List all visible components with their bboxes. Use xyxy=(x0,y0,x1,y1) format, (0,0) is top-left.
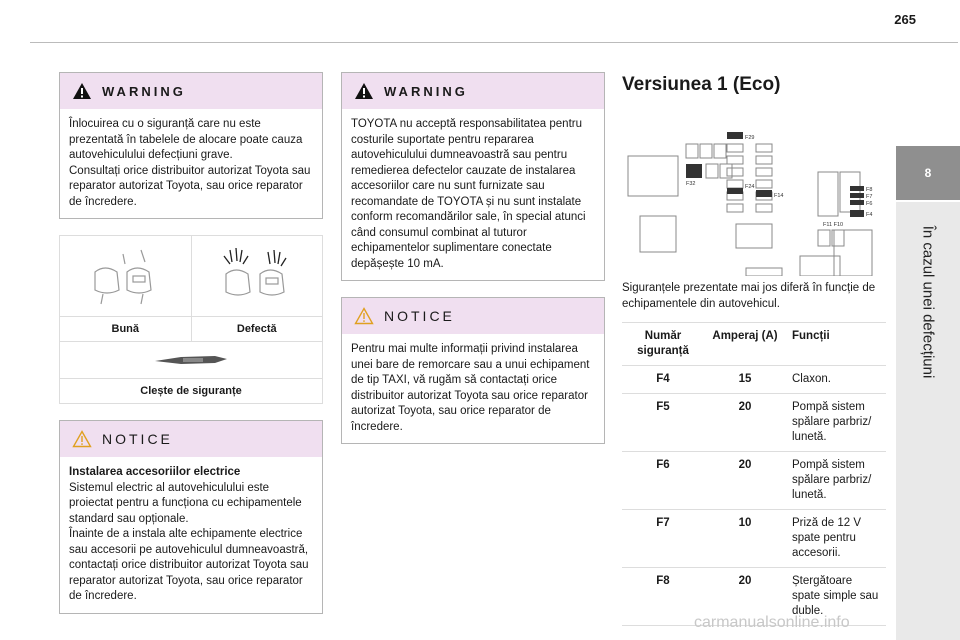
notice-text: Sistemul electric al autovehiculului este proiectat pentru a funcționa cu echipamentele standard sau opționale. Înainte de a instala alte echipamente electrice sau accesorii pe autovehiculul dumneavoastră, contactați orice distribuitor autorizat Toyota sau reparator autorizat Toyota, sau orice reparator de încredere. xyxy=(69,481,309,602)
notice-triangle-icon xyxy=(354,307,374,325)
fuse-good-caption: Bună xyxy=(111,323,139,335)
warning-box-responsibility xyxy=(341,72,605,281)
notice-box-towbar xyxy=(341,297,605,444)
fuse-function-cell: Ștergătoare spate simple sau duble. xyxy=(786,568,886,626)
notice-subtitle: Instalarea accesoriilor electrice xyxy=(69,466,241,478)
fuse-function-cell: Pompă sistem spălare parbriz/ lunetă. xyxy=(786,452,886,510)
fuse-number-cell: F7 xyxy=(622,510,704,568)
fuse-number-cell: F8 xyxy=(622,568,704,626)
header-rule xyxy=(30,42,958,43)
notice-box-accessories xyxy=(59,420,323,614)
watermark: carmanualsonline.info xyxy=(694,614,850,631)
fuse-amperage-cell: 15 xyxy=(704,366,786,394)
table-row xyxy=(622,510,886,568)
fuse-function-cell: Claxon. xyxy=(786,366,886,394)
diagram-label-f8: F8 xyxy=(866,187,873,193)
diagram-label-f24: F24 xyxy=(745,184,755,190)
diagram-label-f14: F14 xyxy=(774,193,784,199)
notice-triangle-icon xyxy=(72,430,92,448)
column-right xyxy=(622,72,886,626)
section-title: Versiunea 1 (Eco) xyxy=(622,74,781,95)
warning-triangle-icon xyxy=(354,82,374,100)
page-number: 265 xyxy=(894,12,916,27)
fuse-table xyxy=(622,322,886,626)
diagram-label-f29: F29 xyxy=(745,135,755,141)
fuse-function-cell: Priză de 12 V spate pentru accesorii. xyxy=(786,510,886,568)
notice-header xyxy=(60,421,322,457)
fuse-amperage-cell: 10 xyxy=(704,510,786,568)
fuse-number-cell: F5 xyxy=(622,394,704,452)
column-left xyxy=(59,72,323,630)
diagram-label-f6: F6 xyxy=(866,201,873,207)
warning-box-replacement xyxy=(59,72,323,219)
fuse-function-cell: Pompă sistem spălare parbriz/ lunetă. xyxy=(786,394,886,452)
fuse-amperage-cell: 20 xyxy=(704,452,786,510)
warning-header xyxy=(342,73,604,109)
diagram-label-f4: F4 xyxy=(866,212,873,218)
fuse-amperage-cell: 20 xyxy=(704,568,786,626)
table-header-row xyxy=(622,323,886,366)
notice-label: NOTICE xyxy=(384,308,455,324)
notice-label: NOTICE xyxy=(102,431,173,447)
chapter-tab-title[interactable]: În cazul unei defecțiuni xyxy=(919,225,937,379)
column-header-functions: Funcții xyxy=(786,323,886,366)
warning-text: TOYOTA nu acceptă responsabilitatea pentru costurile suportate pentru repararea autovehiculului dumneavoastră sau pentru remedierea defectelor cauzate de instalarea accesoriilor care nu sunt furnizate sau recomandate de TOYOTA și nu sunt instalate conform recomandărilor sale, în special atunci când consumul combinat al tuturor echipamentelor suplimentare conectate depășește 10 mA. xyxy=(351,118,586,270)
fuse-bad-caption: Defectă xyxy=(191,317,323,341)
fuse-pliers-icon xyxy=(151,351,231,369)
notice-header xyxy=(342,298,604,334)
warning-triangle-icon xyxy=(72,82,92,100)
warning-text: Înlocuirea cu o siguranță care nu este prezentată în tabelele de alocare poate cauza autovehiculului defecțiuni grave. Consultați orice distribuitor autorizat Toyota sau reparator autorizat Toyota, sau orice reparator de încredere. xyxy=(69,118,311,208)
fuse-bad-illustration xyxy=(191,236,323,316)
column-header-amperage: Amperaj (A) xyxy=(704,323,786,366)
column-header-number: Număr siguranță xyxy=(622,323,704,366)
chapter-tab-number[interactable]: 8 xyxy=(896,146,960,200)
warning-header xyxy=(60,73,322,109)
column-middle xyxy=(341,72,605,460)
fuse-figure xyxy=(59,235,323,404)
table-row xyxy=(622,452,886,510)
fuse-blown-icon xyxy=(212,244,302,308)
fuse-number-cell: F4 xyxy=(622,366,704,394)
fuse-good-icon xyxy=(83,244,167,308)
table-row xyxy=(622,394,886,452)
warning-label: WARNING xyxy=(102,83,186,99)
notice-text: Pentru mai multe informații privind instalarea unei bare de remorcare sau a unui echipament de tip TAXI, vă rugăm să contactați orice distribuitor autorizat Toyota sau orice reparator autorizat Toyota, sau orice reparator de încredere. xyxy=(351,343,590,433)
fuse-pliers-illustration xyxy=(60,342,322,379)
diagram-label-f7: F7 xyxy=(866,194,873,200)
fuse-box-diagram xyxy=(622,106,886,276)
table-row xyxy=(622,366,886,394)
diagram-label-f11-f10: F11 F10 xyxy=(823,222,844,228)
fuse-amperage-cell: 20 xyxy=(704,394,786,452)
fuse-intro-text: Siguranțele prezentate mai jos diferă în funcție de echipamentele din autovehicul. xyxy=(622,282,876,310)
fuse-good-illustration xyxy=(60,236,191,316)
fuse-pliers-caption: Clește de siguranțe xyxy=(140,385,242,397)
diagram-label-f32: F32 xyxy=(686,181,696,187)
warning-label: WARNING xyxy=(384,83,468,99)
fuse-number-cell: F6 xyxy=(622,452,704,510)
